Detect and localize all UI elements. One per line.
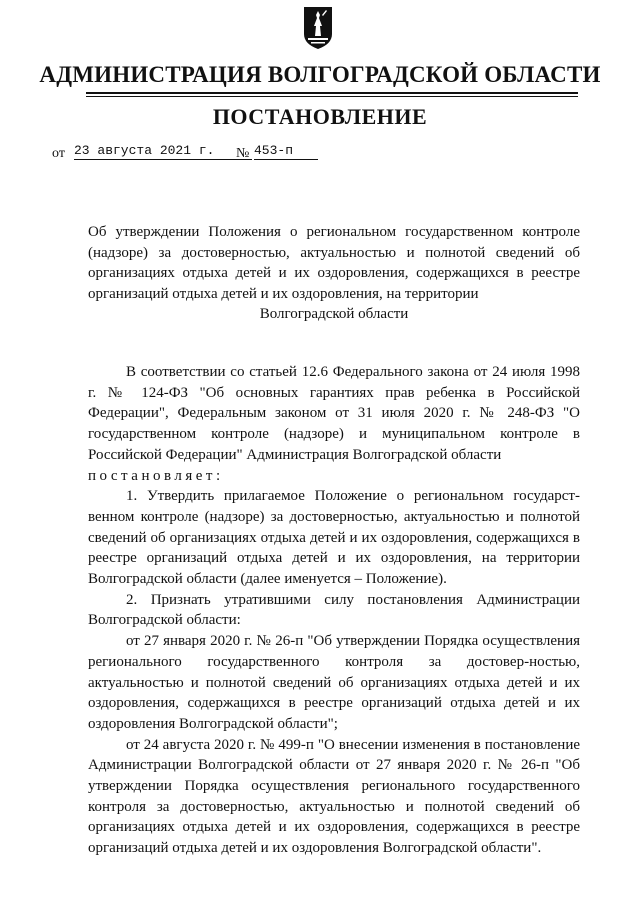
header-rule bbox=[86, 92, 578, 94]
document-date: 23 августа 2021 г. bbox=[74, 142, 252, 160]
document-type: ПОСТАНОВЛЕНИЕ bbox=[212, 104, 428, 129]
decree-word: постановляет: bbox=[88, 467, 224, 484]
organization-name: АДМИНИСТРАЦИЯ ВОЛГОГРАДСКОЙ ОБЛАСТИ bbox=[39, 62, 601, 87]
header-rule-thin bbox=[86, 96, 578, 97]
item-1: 1. Утвердить прилагаемое Положение о региональном государст-венном контроле (надзоре) за достоверностью, актуальностью и полнотой сведений об организациях отдыха детей и их оздоровления, содержащихся в реестре организаций отдыха детей и их оздоровления, на территории Волгоградской области (далее именуется – Положение). bbox=[88, 488, 580, 588]
number-label: № bbox=[236, 146, 250, 161]
date-label: от bbox=[52, 146, 65, 161]
subject-text: Об утверждении Положения о региональном государственном контроле (надзоре) за достоверностью, актуальностью и полнотой сведений об организациях отдыха детей и их оздоровления, содержащихся в реестре организаций отдыха детей и их оздоровления, на территории bbox=[88, 224, 580, 302]
document-number: 453-п bbox=[254, 142, 318, 160]
item-2b: от 24 августа 2020 г. № 499-п "О внесении изменения в постановление Администрации Волгоградской области от 27 января 2020 г. № 26-п "Об утверждении Порядка осуществления регионального государственного контроля за достоверностью, актуальностью и полнотой сведений об организациях отдыха детей и их оздоровления, содержащихся в реестре организаций отдыха детей и их оздоровления Волгоградской области". bbox=[88, 736, 580, 857]
document-subject bbox=[88, 222, 580, 325]
item-2a: от 27 января 2020 г. № 26-п "Об утверждении Порядка осуществления регионального государственного контроля за достовер-ностью, актуальностью и полнотой сведений об организациях отдыха детей и их оздоровления, содержащихся в реестре организаций отдыха детей и их оздоровления Волгоградской области"; bbox=[88, 633, 580, 732]
subject-last-line: Волгоградской области bbox=[259, 306, 409, 322]
document-body bbox=[88, 362, 580, 859]
dateline bbox=[52, 142, 352, 162]
coat-of-arms-icon bbox=[303, 6, 333, 50]
intro-paragraph: В соответствии со статьей 12.6 Федерального закона от 24 июля 1998 г. № 124-ФЗ "Об основных гарантиях прав ребенка в Российской Федерации", Федеральным законом от 31 июля 2020 г. № 248-ФЗ "О государственном контроле (надзоре) и муниципальном контроле в Российской Федерации" Администрация Волгоградской области bbox=[88, 364, 580, 463]
item-2: 2. Признать утратившими силу постановления Администрации Волгоградской области: bbox=[88, 591, 580, 629]
